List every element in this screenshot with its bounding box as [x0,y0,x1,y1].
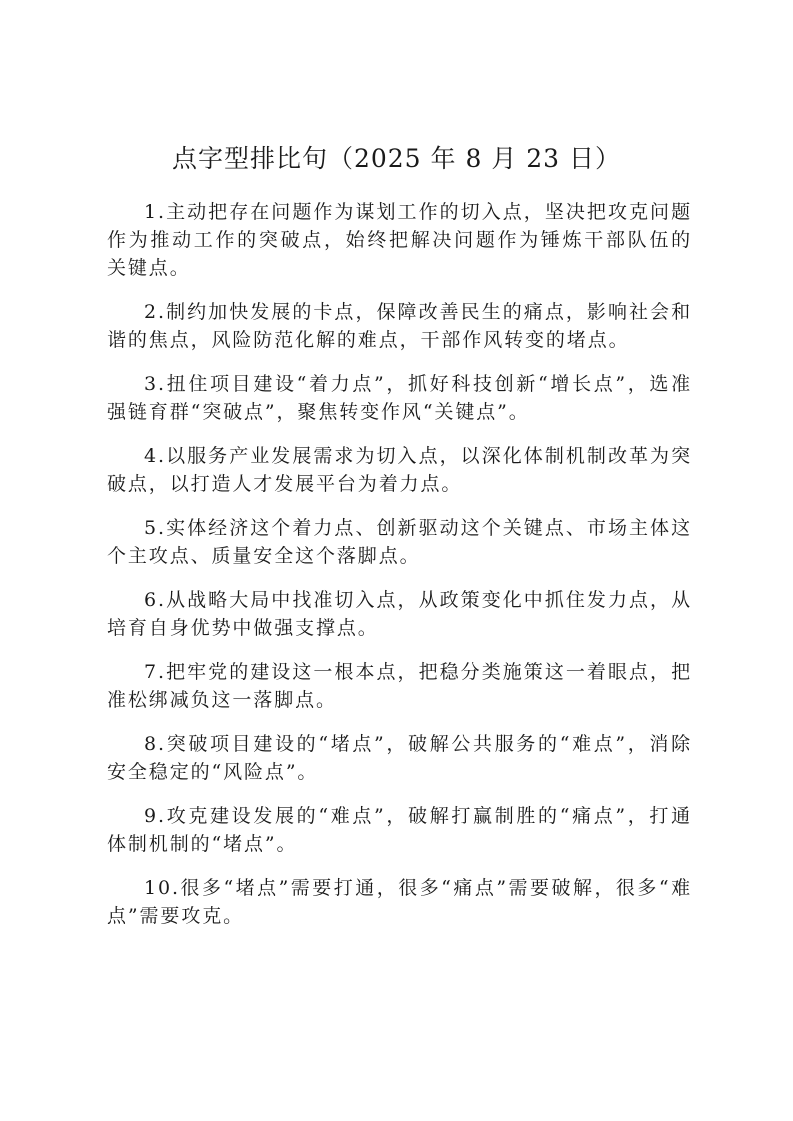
list-item-4: 4.以服务产业发展需求为切入点，以深化体制机制改革为突破点，以打造人才发展平台为着力点。 [107,445,692,495]
list-item-10: 10.很多“堵点”需要打通，很多“痛点”需要破解，很多“难点”需要攻克。 [107,877,692,927]
list-item-1: 1.主动把存在问题作为谋划工作的切入点，坚决把攻克问题作为推动工作的突破点，始终把解决问题作为锤炼干部队伍的关键点。 [107,201,692,279]
document-title: 点字型排比句（2025 年 8 月 23 日） [171,144,622,173]
list-item-5: 5.实体经济这个着力点、创新驱动这个关键点、市场主体这个主攻点、质量安全这个落脚点。 [107,517,692,567]
list-item-2: 2.制约加快发展的卡点，保障改善民生的痛点，影响社会和谐的焦点，风险防范化解的难点，干部作风转变的堵点。 [107,301,692,351]
list-item-3: 3.扭住项目建设“着力点”，抓好科技创新“增长点”，选准强链育群“突破点”，聚焦转变作风“关键点”。 [107,373,692,423]
list-item-7: 7.把牢党的建设这一根本点，把稳分类施策这一着眼点，把准松绑减负这一落脚点。 [107,661,692,711]
document-body [107,198,692,946]
list-item-6: 6.从战略大局中找准切入点，从政策变化中抓住发力点，从培育自身优势中做强支撑点。 [107,589,692,639]
list-item-8: 8.突破项目建设的“堵点”，破解公共服务的“难点”，消除安全稳定的“风险点”。 [107,733,692,783]
list-item-9: 9.攻克建设发展的“难点”，破解打赢制胜的“痛点”，打通体制机制的“堵点”。 [107,805,692,855]
